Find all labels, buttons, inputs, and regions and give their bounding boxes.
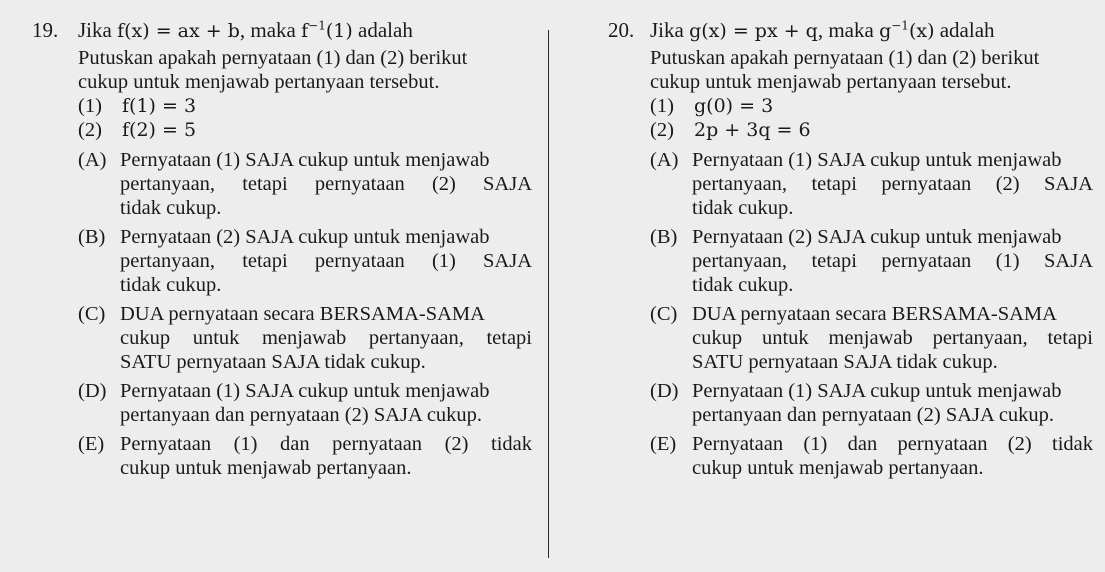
option-b[interactable]: (B) Pernyataan (2) SAJA cukup untuk menjawab pertanyaan, tetapi pernyataan (1) SAJA tidak cukup. xyxy=(78,226,532,296)
option-letter: (B) xyxy=(650,226,678,248)
function-definition: g(x) = px + q xyxy=(689,20,818,42)
question-19 xyxy=(32,18,532,480)
option-a[interactable]: (A) Pernyataan (1) SAJA cukup untuk menjawab pertanyaan, tetapi pernyataan (2) SAJA tidak cukup. xyxy=(78,149,532,219)
column-divider xyxy=(548,30,549,558)
option-letter: (E) xyxy=(78,433,105,455)
option-letter: (B) xyxy=(78,226,106,248)
statement-2: (2) 2p + 3q = 6 xyxy=(650,119,811,141)
option-e[interactable]: (E) Pernyataan (1) dan pernyataan (2) tidak cukup untuk menjawab pertanyaan. xyxy=(78,433,532,479)
question-text: Jika g(x) = px + q, maka $g^{-1}(x)$ adalah xyxy=(650,18,995,42)
option-a[interactable]: (A) Pernyataan (1) SAJA cukup untuk menjawab pertanyaan, tetapi pernyataan (2) SAJA tidak cukup. xyxy=(650,149,1093,219)
option-e[interactable]: (E) Pernyataan (1) dan pernyataan (2) tidak cukup untuk menjawab pertanyaan. xyxy=(650,433,1093,479)
option-d[interactable]: (D) Pernyataan (1) SAJA cukup untuk menjawab pertanyaan dan pernyataan (2) SAJA cukup. xyxy=(78,380,490,426)
option-letter: (D) xyxy=(650,380,679,402)
instruction-line: Putuskan apakah pernyataan (1) dan (2) berikut xyxy=(78,47,468,69)
statement-1: (1) f(1) = 3 xyxy=(78,95,197,117)
option-letter: (C) xyxy=(650,303,678,325)
function-definition: f(x) = ax + b xyxy=(117,20,240,42)
question-20 xyxy=(608,18,1093,480)
option-b[interactable]: (B) Pernyataan (2) SAJA cukup untuk menjawab pertanyaan, tetapi pernyataan (1) SAJA tidak cukup. xyxy=(650,226,1093,296)
option-c[interactable]: (C) DUA pernyataan secara BERSAMA-SAMA cukup untuk menjawab pertanyaan, tetapi SATU pernyataan SAJA tidak cukup. xyxy=(78,303,532,373)
inverse-expression: $g^{-1}(x)$ xyxy=(879,18,935,42)
inverse-expression: $f^{-1}(1)$ xyxy=(301,18,353,42)
question-text: Jika f(x) = ax + b, maka $f^{-1}(1)$ adalah xyxy=(78,18,413,42)
instruction-line: Putuskan apakah pernyataan (1) dan (2) berikut xyxy=(650,47,1040,69)
instruction-line: cukup untuk menjawab pertanyaan tersebut. xyxy=(78,71,440,93)
option-letter: (A) xyxy=(78,149,107,171)
option-d[interactable]: (D) Pernyataan (1) SAJA cukup untuk menjawab pertanyaan dan pernyataan (2) SAJA cukup. xyxy=(650,380,1062,426)
question-20-header xyxy=(608,18,1093,44)
instruction-line: cukup untuk menjawab pertanyaan tersebut. xyxy=(650,71,1012,93)
statement-2: (2) f(2) = 5 xyxy=(78,119,197,141)
question-number: 20. xyxy=(608,18,635,42)
option-letter: (D) xyxy=(78,380,107,402)
option-letter: (A) xyxy=(650,149,679,171)
question-19-header xyxy=(32,18,532,44)
option-letter: (E) xyxy=(650,433,677,455)
option-c[interactable]: (C) DUA pernyataan secara BERSAMA-SAMA cukup untuk menjawab pertanyaan, tetapi SATU pernyataan SAJA tidak cukup. xyxy=(650,303,1093,373)
option-letter: (C) xyxy=(78,303,106,325)
question-number: 19. xyxy=(32,18,59,42)
statement-1: (1) g(0) = 3 xyxy=(650,95,774,117)
